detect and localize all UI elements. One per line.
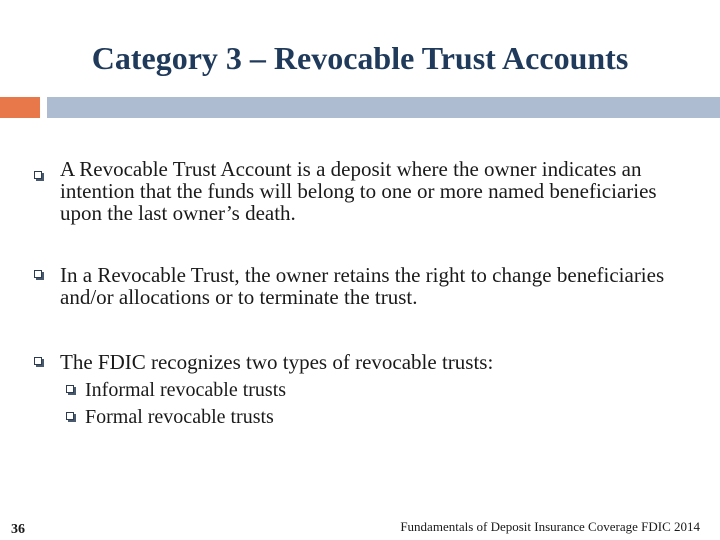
sub-bullet-item: Informal revocable trusts xyxy=(85,379,287,401)
slide-number: 36 xyxy=(11,522,25,537)
bullet-item: In a Revocable Trust, the owner retains the right to change beneficiaries and/or allocations or to terminate the trust. xyxy=(60,263,665,309)
slide-title: Category 3 – Revocable Trust Accounts xyxy=(91,40,629,76)
checkbox-square-icon xyxy=(66,385,77,396)
bullet-item: A Revocable Trust Account is a deposit where the owner indicates an intention that the funds will belong to one or more named beneficiaries upon the last owner’s death. xyxy=(60,157,657,225)
footer-text: Fundamentals of Deposit Insurance Coverage FDIC 2014 xyxy=(400,519,700,534)
bullet-item: The FDIC recognizes two types of revocable trusts: xyxy=(60,350,494,374)
accent-bar-orange xyxy=(0,97,40,118)
checkbox-square-icon xyxy=(34,171,45,182)
checkbox-square-icon xyxy=(34,357,45,368)
checkbox-square-icon xyxy=(34,270,45,281)
sub-bullet-item: Formal revocable trusts xyxy=(85,406,274,428)
accent-bar-blue xyxy=(47,97,720,118)
checkbox-square-icon xyxy=(66,412,77,423)
